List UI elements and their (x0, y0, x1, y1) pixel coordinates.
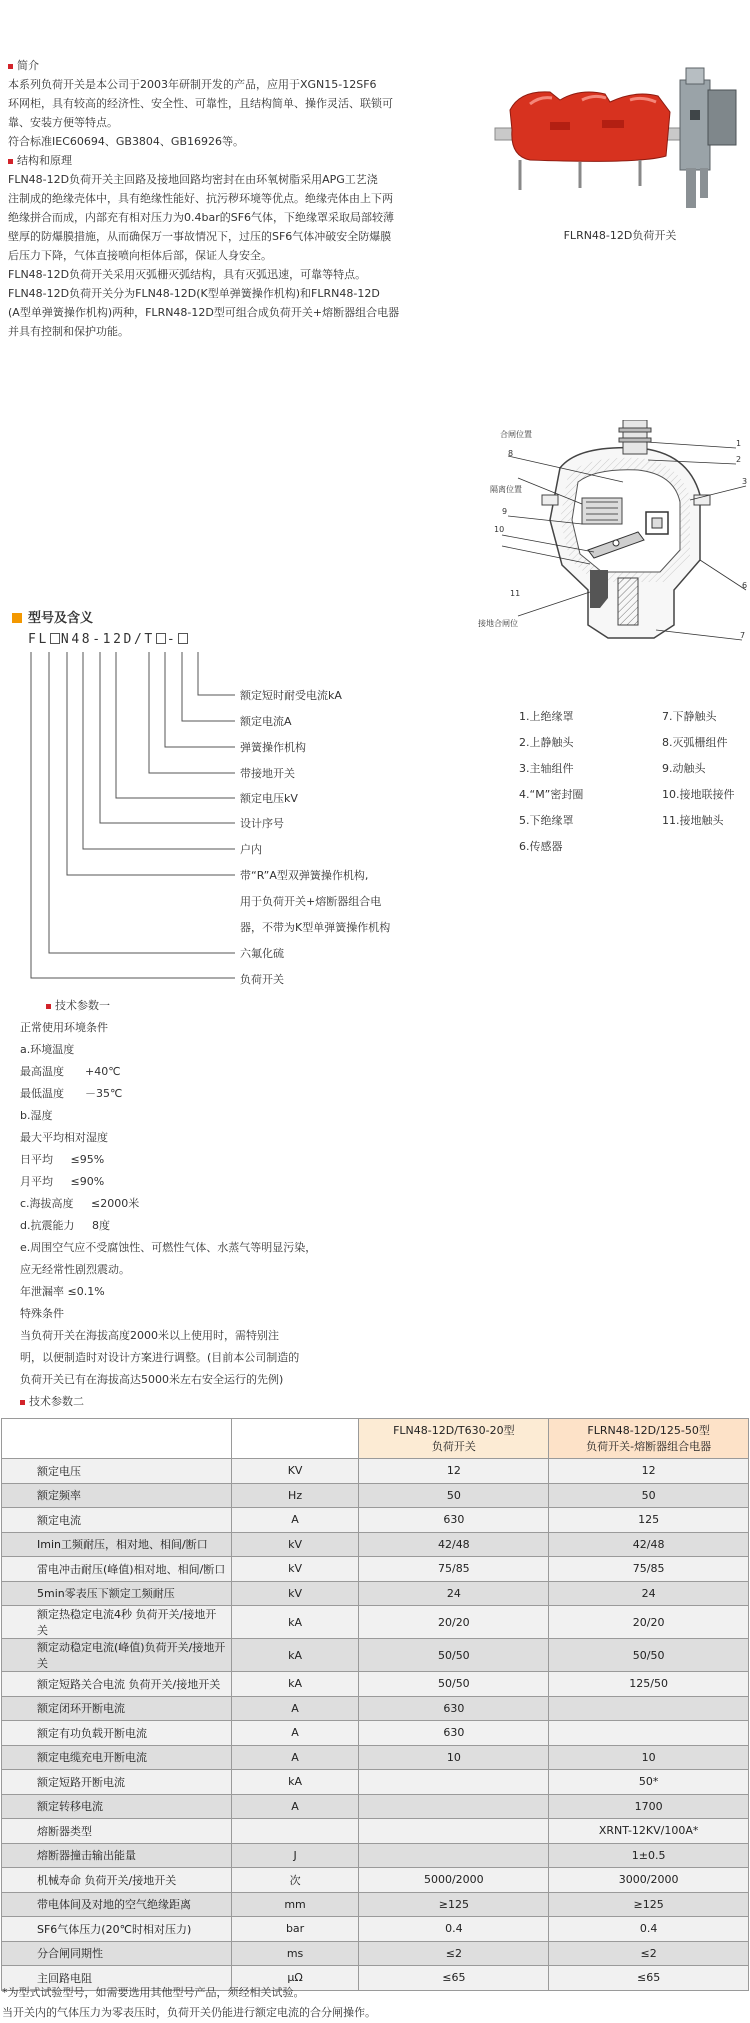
switch-value-cell (359, 1819, 549, 1844)
parts-legend (519, 708, 749, 864)
model-title: 型号及含义 (28, 611, 94, 626)
param-name-cell: 熔断器撞击输出能量 (2, 1843, 232, 1868)
code-char: N (60, 632, 72, 647)
label-num-2: 2 (736, 455, 742, 464)
intro-title: 简介 (17, 59, 39, 72)
unit-cell: kA (231, 1639, 359, 1672)
label-num-3: 3 (742, 477, 748, 486)
meaning-label: 带接地开关 (240, 767, 295, 780)
unit-cell: A (231, 1794, 359, 1819)
legend-item: 7.下静触头 (662, 710, 717, 723)
legend-item: 11.接地触头 (662, 814, 724, 827)
combo-value-cell: 0.4 (549, 1917, 749, 1942)
switch-value-cell: 0.4 (359, 1917, 549, 1942)
intro-line: 环网柜，具有较高的经济性、安全性、可靠性，且结构简单、操作灵活、联锁可 (8, 97, 393, 110)
combo-value-cell: 75/85 (549, 1557, 749, 1582)
principle-line: FLN48-12D负荷开关主回路及接地回路均密封在由环氧树脂采用APG工艺浇 (8, 173, 378, 186)
principle-line: FLN48-12D负荷开关采用灭弧栅灭弧结构，具有灭弧迅速，可靠等特点。 (8, 268, 367, 281)
footnote: 当开关内的气体压力为零表压时，负荷开关仍能进行额定电流的合分闸操作。 (2, 2006, 376, 2019)
param-name-cell: 额定短路关合电流 负荷开关/接地开关 (2, 1672, 232, 1697)
tech1-line: c.海拔高度 ≤2000米 (20, 1197, 140, 1210)
unit-cell: kA (231, 1606, 359, 1639)
unit-cell: KV (231, 1459, 359, 1484)
code-char: F (28, 632, 39, 647)
param-name-cell: 额定转移电流 (2, 1794, 232, 1819)
param-name-cell: 主回路电阻 (2, 1966, 232, 1991)
table-row (2, 1581, 749, 1606)
tech1-line: a.环境温度 (20, 1043, 75, 1056)
tech1-line: 正常使用环境条件 (20, 1021, 108, 1034)
label-num-7: 7 (740, 631, 746, 640)
red-bullet-icon (20, 1400, 25, 1405)
code-char: L (38, 632, 49, 647)
unit-cell: kV (231, 1557, 359, 1582)
param-name-cell: 机械寿命 负荷开关/接地开关 (2, 1868, 232, 1893)
code-char: D (123, 632, 134, 647)
legend-item: 6.传感器 (519, 840, 563, 853)
tech1-line: 最大平均相对湿度 (20, 1131, 108, 1144)
label-num-9: 9 (502, 507, 508, 516)
load-switch-illustration (490, 60, 745, 220)
meaning-label: 弹簧操作机构 (240, 741, 306, 754)
tech1-section (20, 995, 350, 1413)
code-char: 4 (71, 632, 82, 647)
switch-value-cell: 12 (359, 1459, 549, 1484)
tech2-title: 技术参数二 (29, 1395, 84, 1408)
param-name-cell: Imin工频耐压，相对地、相间/断口 (2, 1532, 232, 1557)
label-num-10: 10 (494, 525, 505, 534)
principle-line: 壁厚的防爆膜措施，从而确保万一事故情况下，过压的SF6气体冲破安全防爆膜 (8, 230, 392, 243)
table-row (2, 1508, 749, 1533)
meaning-label: 设计序号 (240, 817, 284, 830)
red-bullet-icon (46, 1004, 51, 1009)
table-row (2, 1557, 749, 1582)
table-header-row (2, 1419, 749, 1459)
switch-value-cell: 20/20 (359, 1606, 549, 1639)
tech1-line: 负荷开关已有在海拔高达5000米左右安全运行的先例) (20, 1373, 284, 1386)
combo-value-cell: 1700 (549, 1794, 749, 1819)
footnote: *为型式试验型号，如需要选用其他型号产品，须经相关试验。 (2, 1986, 305, 1999)
spec-table-wrap (1, 1418, 749, 1991)
param-name-cell: 额定动稳定电流(峰值)负荷开关/接地开关 (2, 1639, 232, 1672)
tech1-line: 月平均 ≤90% (20, 1175, 105, 1188)
param-name-cell: 雷电冲击耐压(峰值)相对地、相间/断口 (2, 1557, 232, 1582)
table-row (2, 1917, 749, 1942)
param-name-cell: 额定电缆充电开断电流 (2, 1745, 232, 1770)
unit-cell: A (231, 1721, 359, 1746)
param-name-cell: 额定有功负载开断电流 (2, 1721, 232, 1746)
table-row (2, 1794, 749, 1819)
unit-cell (231, 1819, 359, 1844)
combo-value-cell (549, 1721, 749, 1746)
combo-value-cell: 50 (549, 1483, 749, 1508)
legend-item: 9.动触头 (662, 762, 706, 775)
param-name-cell: 额定短路开断电流 (2, 1770, 232, 1795)
tech1-line: e.周围空气应不受腐蚀性、可燃性气体、水蒸气等明显污染， (20, 1241, 317, 1254)
table-row (2, 1696, 749, 1721)
param-name-cell: 额定电压 (2, 1459, 232, 1484)
product-photo (490, 60, 745, 220)
unit-cell: kV (231, 1532, 359, 1557)
tech1-line: 年泄漏率 ≤0.1% (20, 1285, 105, 1298)
combo-value-cell: 50* (549, 1770, 749, 1795)
meaning-label: 户内 (240, 843, 262, 856)
switch-value-cell: 10 (359, 1745, 549, 1770)
param-name-cell: 熔断器类型 (2, 1819, 232, 1844)
principle-line: 后压力下降，气体直接喷向柜体后部，保证人身安全。 (8, 249, 272, 262)
switch-value-cell: 630 (359, 1721, 549, 1746)
switch-value-cell: ≤65 (359, 1966, 549, 1991)
legend-item: 5.下绝缘罩 (519, 814, 574, 827)
legend-item: 10.接地联接件 (662, 788, 735, 801)
intro-line: 靠、安装方便等特点。 (8, 116, 118, 129)
cross-section-diagram (478, 420, 750, 670)
meaning-label: 额定电流A (240, 715, 292, 728)
red-bullet-icon (8, 159, 13, 164)
model-heading (12, 607, 93, 626)
label-num-6: 6 (742, 581, 748, 590)
combo-value-cell: 20/20 (549, 1606, 749, 1639)
label-num-1: 1 (736, 439, 742, 448)
switch-value-cell: 24 (359, 1581, 549, 1606)
table-row (2, 1868, 749, 1893)
unit-cell: kA (231, 1770, 359, 1795)
switch-value-cell (359, 1770, 549, 1795)
table-row (2, 1606, 749, 1639)
red-bullet-icon (8, 64, 13, 69)
code-char: 2 (113, 632, 124, 647)
code-char: 8 (81, 632, 93, 647)
table-row (2, 1639, 749, 1672)
code-char: - (166, 632, 178, 647)
intro-line: 符合标准IEC60694、GB3804、GB16926等。 (8, 135, 244, 148)
param-name-cell: 额定闭环开断电流 (2, 1696, 232, 1721)
switch-value-cell: 50/50 (359, 1672, 549, 1697)
switch-value-cell (359, 1843, 549, 1868)
unit-cell: μΩ (231, 1966, 359, 1991)
unit-cell: 次 (231, 1868, 359, 1893)
principle-line: 并具有控制和保护功能。 (8, 325, 129, 338)
principle-title: 结构和原理 (17, 154, 72, 167)
combo-value-cell: XRNT-12KV/100A* (549, 1819, 749, 1844)
switch-value-cell: ≥125 (359, 1892, 549, 1917)
combo-value-cell: 24 (549, 1581, 749, 1606)
label-ground-position: 接地合闸位 (478, 619, 518, 628)
principle-line: 绝缘拼合而成，内部充有相对压力为0.4bar的SF6气体，下绝缘罩采取局部较薄 (8, 211, 395, 224)
table-row (2, 1819, 749, 1844)
combo-value-cell: 3000/2000 (549, 1868, 749, 1893)
combo-value-cell: 1±0.5 (549, 1843, 749, 1868)
unit-cell: J (231, 1843, 359, 1868)
combo-value-cell: 50/50 (549, 1639, 749, 1672)
label-isolate-position: 隔离位置 (490, 485, 522, 494)
table-row (2, 1532, 749, 1557)
code-char: T (144, 632, 155, 647)
unit-cell: Hz (231, 1483, 359, 1508)
legend-item: 1.上绝缘罩 (519, 710, 574, 723)
unit-cell: bar (231, 1917, 359, 1942)
cross-section-drawing (478, 420, 750, 670)
meaning-label: 六氟化硫 (240, 947, 284, 960)
tech1-line: d.抗震能力 8度 (20, 1219, 110, 1232)
table-row (2, 1483, 749, 1508)
table-row (2, 1721, 749, 1746)
combo-value-cell: ≤65 (549, 1966, 749, 1991)
unit-cell: A (231, 1745, 359, 1770)
table-row (2, 1941, 749, 1966)
principle-line: 注制成的绝缘壳体中，具有绝缘性能好、抗污秽环境等优点。绝缘壳体由上下两 (8, 192, 393, 205)
intro-section (8, 56, 438, 341)
spec-table-body (2, 1459, 749, 1991)
switch-value-cell (359, 1794, 549, 1819)
switch-value-cell: 75/85 (359, 1557, 549, 1582)
combo-value-cell (549, 1696, 749, 1721)
spec-table (1, 1418, 749, 1991)
switch-value-cell: 5000/2000 (359, 1868, 549, 1893)
meaning-label: 额定电压kV (240, 792, 298, 805)
meaning-label: 用于负荷开关+熔断器组合电 (240, 895, 382, 908)
model-bracket-lines (0, 640, 240, 1000)
unit-cell: kV (231, 1581, 359, 1606)
tech1-line: 特殊条件 (20, 1307, 64, 1320)
switch-value-cell: 50/50 (359, 1639, 549, 1672)
tech1-line: 日平均 ≤95% (20, 1153, 105, 1166)
principle-line: (A型单弹簧操作机构)两种，FLRN48-12D型可组合成负荷开关+熔断器组合电器 (8, 306, 400, 319)
meaning-label: 器，不带为K型单弹簧操作机构 (240, 921, 391, 934)
principle-line: FLN48-12D负荷开关分为FLN48-12D(K型单弹簧操作机构)和FLRN48-12D (8, 287, 380, 300)
param-name-cell: 带电体间及对地的空气绝缘距离 (2, 1892, 232, 1917)
label-num-8: 8 (508, 449, 514, 458)
combo-value-cell: 42/48 (549, 1532, 749, 1557)
switch-value-cell: 50 (359, 1483, 549, 1508)
unit-cell: A (231, 1508, 359, 1533)
table-row (2, 1770, 749, 1795)
unit-cell: mm (231, 1892, 359, 1917)
label-close-position: 合闸位置 (500, 430, 532, 439)
code-char: 1 (102, 632, 114, 647)
unit-cell: ms (231, 1941, 359, 1966)
param-name-cell: 分合闸同期性 (2, 1941, 232, 1966)
label-num-11: 11 (510, 589, 521, 598)
param-name-cell: 5min零表压下额定工频耐压 (2, 1581, 232, 1606)
combo-value-cell: ≥125 (549, 1892, 749, 1917)
switch-value-cell: 42/48 (359, 1532, 549, 1557)
param-name-cell: 额定热稳定电流4秒 负荷开关/接地开关 (2, 1606, 232, 1639)
combo-value-cell: ≤2 (549, 1941, 749, 1966)
switch-value-cell: ≤2 (359, 1941, 549, 1966)
legend-item: 3.主轴组件 (519, 762, 574, 775)
tech1-line: 最低温度 －35℃ (20, 1087, 123, 1100)
table-row (2, 1892, 749, 1917)
unit-cell: kA (231, 1672, 359, 1697)
legend-item: 4.“M”密封圈 (519, 788, 584, 801)
tech1-line: b.湿度 (20, 1109, 53, 1122)
table-row (2, 1459, 749, 1484)
orange-square-icon (12, 613, 22, 623)
photo-caption: FLRN48-12D负荷开关 (563, 229, 677, 242)
intro-line: 本系列负荷开关是本公司于2003年研制开发的产品，应用于XGN15-12SF6 (8, 78, 377, 91)
table-row (2, 1672, 749, 1697)
param-name-cell: 额定电流 (2, 1508, 232, 1533)
meaning-label: 带“R”A型双弹簧操作机构, (240, 869, 369, 882)
code-char: / (133, 632, 145, 647)
meaning-label: 负荷开关 (240, 973, 284, 986)
param-name-cell: SF6气体压力(20℃时相对压力) (2, 1917, 232, 1942)
legend-item: 2.上静触头 (519, 736, 574, 749)
tech1-line: 最高温度 +40℃ (20, 1065, 121, 1078)
param-name-cell: 额定频率 (2, 1483, 232, 1508)
switch-value-cell: 630 (359, 1508, 549, 1533)
meaning-label: 额定短时耐受电流kA (240, 689, 342, 702)
code-char: - (92, 632, 103, 647)
combo-value-cell: 10 (549, 1745, 749, 1770)
tech1-line: 明，以便制造时对设计方案进行调整。(目前本公司制造的 (20, 1351, 300, 1364)
tech1-title: 技术参数一 (55, 999, 110, 1012)
combo-value-cell: 125 (549, 1508, 749, 1533)
unit-cell: A (231, 1696, 359, 1721)
table-row (2, 1745, 749, 1770)
table-row (2, 1843, 749, 1868)
header-col-switch: FLN48-12D/T630-20型 负荷开关 (359, 1419, 549, 1459)
tech1-line: 当负荷开关在海拔高度2000米以上使用时，需特别注 (20, 1329, 279, 1342)
combo-value-cell: 125/50 (549, 1672, 749, 1697)
legend-item: 8.灭弧栅组件 (662, 736, 728, 749)
header-col-combo: FLRN48-12D/125-50型 负荷开关-熔断器组合电器 (549, 1419, 749, 1459)
tech1-line: 应无经常性剧烈震动。 (20, 1263, 130, 1276)
combo-value-cell: 12 (549, 1459, 749, 1484)
switch-value-cell: 630 (359, 1696, 549, 1721)
